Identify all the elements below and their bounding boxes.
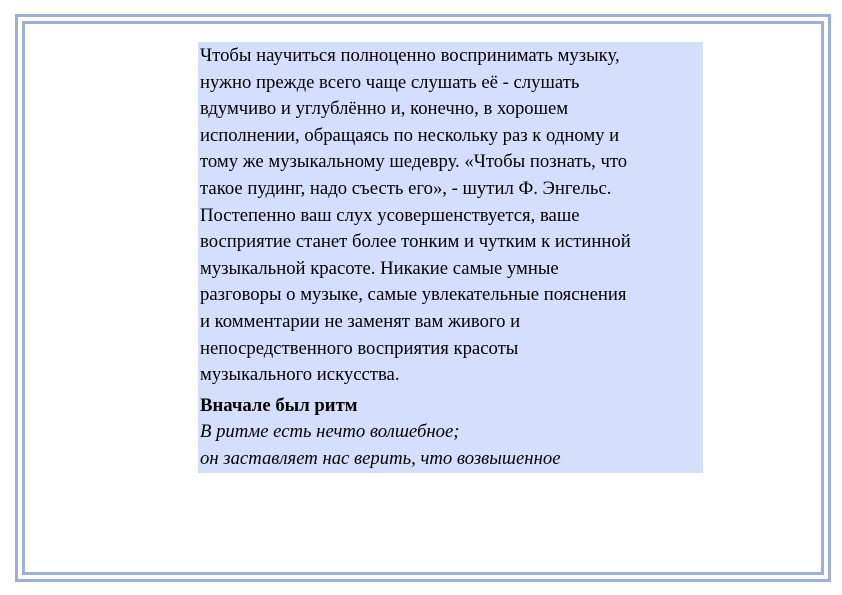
- text-box: [198, 42, 703, 473]
- section-heading: Вначале был ритм: [200, 394, 358, 416]
- poem-line-2: он заставляет нас верить, что возвышенное: [200, 447, 561, 469]
- body-paragraph: Чтобы научиться полноценно воспринимать музыку, нужно прежде всего чаще слушать её - слушать вдумчиво и углублённо и, конечно, в хорошем исполнении, обращаясь по нескольку раз к одному и тому же музыкальному шедевру. «Чтобы познать, что такое пудинг, надо съесть его», - шутил Ф. Энгельс. Постепенно ваш слух усовершенствуется, ваше восприятие станет более тонким и чутким к истинной музыкальной красоте. Никакие самые умные разговоры о музыке, самые увлекательные пояснения и комментарии не заменят вам живого и непосредственного восприятия красоты музыкального искусства.: [200, 45, 631, 386]
- poem-line-1: В ритме есть нечто волшебное;: [200, 421, 460, 443]
